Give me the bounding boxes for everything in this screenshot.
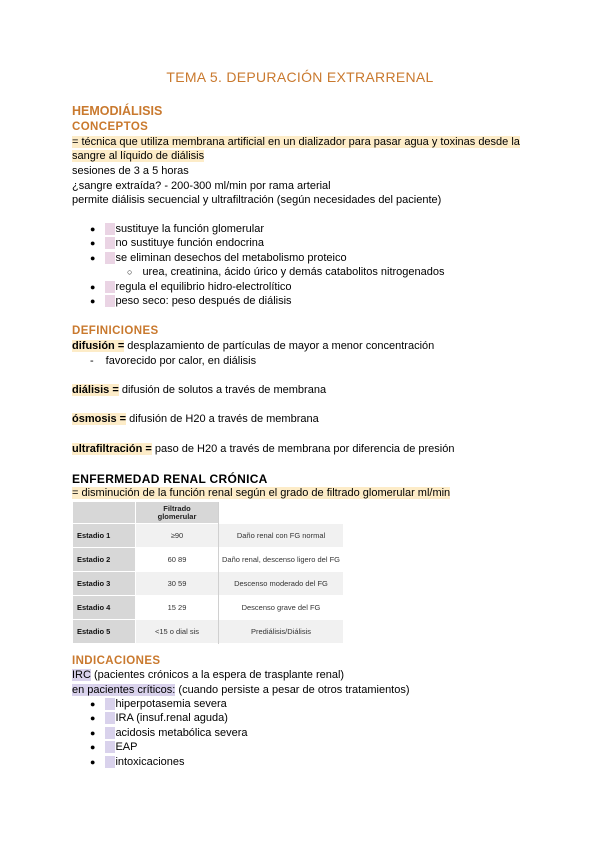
table-header-cell	[73, 502, 136, 524]
table-header-row	[73, 502, 343, 524]
list-item: ● EAP	[90, 741, 138, 753]
page-title: TEMA 5. DEPURACIÓN EXTRARRENAL	[166, 69, 434, 85]
table-cell: ≥90	[136, 524, 219, 548]
bullet-icon: ●	[90, 296, 96, 306]
table-cell: Estadio 2	[73, 548, 136, 572]
table-header-cell	[219, 502, 344, 524]
table-cell: Estadio 1	[73, 524, 136, 548]
table-cell: 30 59	[136, 572, 219, 596]
sub-list-item: - favorecido por calor, en diálisis	[90, 355, 257, 367]
table-cell: 60 89	[136, 548, 219, 572]
bullet-icon: ●	[90, 742, 96, 752]
table-row	[73, 548, 343, 572]
indication-irc: IRC (pacientes crónicos a la espera de trasplante renal)	[72, 669, 345, 681]
stages-table	[73, 502, 343, 644]
definition-dialisis: diálisis = difusión de solutos a través de membrana	[72, 384, 327, 396]
list-item: ● sustituye la función glomerular	[90, 223, 265, 235]
subheading-conceptos: CONCEPTOS	[72, 121, 149, 133]
text-permite: permite diálisis secuencial y ultrafiltración (según necesidades del paciente)	[72, 194, 442, 206]
definition-ultrafiltracion: ultrafiltración = paso de H20 a través de membrana por diferencia de presión	[72, 443, 455, 455]
definition-difusion: difusión = desplazamiento de partículas de mayor a menor concentración	[72, 340, 435, 352]
circle-bullet-icon: ○	[127, 267, 133, 277]
table-row	[73, 572, 343, 596]
list-item: ● se eliminan desechos del metabolismo proteico	[90, 252, 347, 264]
bullet-icon: ●	[90, 713, 96, 723]
table-cell: Descenso moderado del FG	[219, 572, 344, 596]
dash-bullet-icon: -	[90, 355, 94, 367]
table-cell: Prediálisis/Diálisis	[219, 620, 344, 644]
bullet-icon: ●	[90, 757, 96, 767]
bullet-icon: ●	[90, 253, 96, 263]
table-cell: Descenso grave del FG	[219, 596, 344, 620]
section-heading-erc: ENFERMEDAD RENAL CRÓNICA	[72, 472, 268, 486]
definition-osmosis: ósmosis = difusión de H20 a través de membrana	[72, 413, 319, 425]
table-cell: Estadio 5	[73, 620, 136, 644]
section-heading-hemodialisis: HEMODIÁLISIS	[72, 104, 163, 118]
bullet-icon: ●	[90, 728, 96, 738]
table-row	[73, 524, 343, 548]
indication-criticos: en pacientes críticos: (cuando persiste a pesar de otros tratamientos)	[72, 684, 410, 696]
list-item: ● intoxicaciones	[90, 756, 185, 768]
list-item: ● acidosis metabólica severa	[90, 727, 248, 739]
list-item: ● IRA (insuf.renal aguda)	[90, 712, 228, 724]
table-header-cell: Filtrado glomerular	[136, 502, 219, 524]
list-item: ● hiperpotasemia severa	[90, 698, 227, 710]
table-row	[73, 596, 343, 620]
erc-definition: = disminución de la función renal según el grado de filtrado glomerular ml/min	[72, 487, 451, 499]
bullet-icon: ●	[90, 282, 96, 292]
table-cell: Estadio 4	[73, 596, 136, 620]
section-heading-indicaciones: INDICACIONES	[72, 655, 161, 667]
table-cell: Daño renal, descenso ligero del FG	[219, 548, 344, 572]
list-item: ● no sustituye función endocrina	[90, 237, 265, 249]
text-sesiones: sesiones de 3 a 5 horas	[72, 165, 189, 177]
section-heading-definiciones: DEFINICIONES	[72, 325, 159, 337]
sub-list-item: ○ urea, creatinina, ácido úrico y demás catabolitos nitrogenados	[127, 266, 445, 278]
table-cell: Estadio 3	[73, 572, 136, 596]
list-item: ● regula el equilibrio hidro-electrolítico	[90, 281, 292, 293]
list-item: ● peso seco: peso después de diálisis	[90, 295, 292, 307]
bullet-icon: ●	[90, 699, 96, 709]
text-sangre-extraida: ¿sangre extraída? - 200-300 ml/min por rama arterial	[72, 180, 331, 192]
table-cell: <15 o dial sis	[136, 620, 219, 644]
definition-line-2: sangre al líquido de diálisis	[72, 150, 205, 162]
table-cell: 15 29	[136, 596, 219, 620]
bullet-icon: ●	[90, 238, 96, 248]
table-row	[73, 620, 343, 644]
bullet-icon: ●	[90, 224, 96, 234]
definition-line-1: = técnica que utiliza membrana artificial en un dializador para pasar agua y toxinas desde la	[72, 136, 520, 148]
table-cell: Daño renal con FG normal	[219, 524, 344, 548]
